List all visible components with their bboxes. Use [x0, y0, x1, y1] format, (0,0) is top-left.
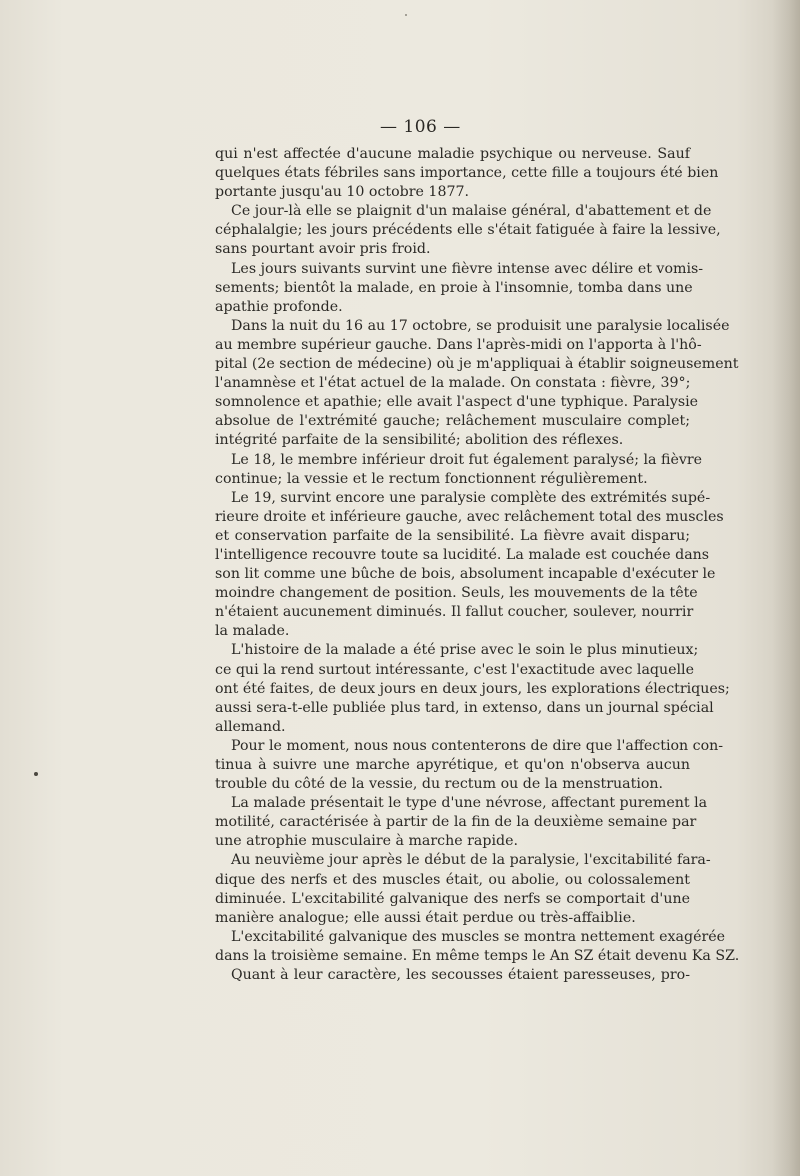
- text-line: son lit comme une bûche de bois, absolument incapable d'exécuter le: [215, 566, 716, 583]
- text-line: portante jusqu'au 10 octobre 1877.: [215, 184, 470, 201]
- text-line: trouble du côté de la vessie, du rectum ou de la menstruation.: [215, 776, 664, 793]
- text-line: Ce jour-là elle se plaignit d'un malaise général, d'abattement et de: [231, 203, 712, 220]
- text-line: l'intelligence recouvre toute sa lucidité. La malade est couchée dans: [215, 546, 710, 563]
- text-line: Au neuvième jour après le début de la paralysie, l'excitabilité fara-: [231, 852, 711, 869]
- text-line: sans pourtant avoir pris froid.: [215, 241, 431, 258]
- page-edge-shadow: [772, 0, 800, 1176]
- text-line: et conservation parfaite de la sensibilité. La fièvre avait disparu;: [215, 527, 690, 544]
- text-line: tinua à suivre une marche apyrétique, et qu'on n'observa aucun: [215, 757, 690, 773]
- text-line: moindre changement de position. Seuls, les mouvements de la tête: [215, 585, 698, 602]
- text-line: Quant à leur caractère, les secousses étaient paresseuses, pro-: [231, 967, 690, 984]
- body-text: [215, 145, 740, 985]
- page-number: — 106 —: [380, 117, 461, 137]
- text-line: aussi sera-t-elle publiée plus tard, in extenso, dans un journal spécial: [215, 699, 714, 716]
- text-line: absolue de l'extrémité gauche; relâchement musculaire complet;: [215, 413, 690, 430]
- text-line: n'étaient aucunement diminués. Il fallut coucher, soulever, nourrir: [215, 604, 694, 621]
- text-line: qui n'est affectée d'aucune maladie psychique ou nerveuse. Sauf: [215, 146, 690, 162]
- text-line: sements; bientôt la malade, en proie à l'insomnie, tomba dans une: [215, 279, 693, 296]
- text-line: Les jours suivants survint une fièvre intense avec délire et vomis-: [231, 260, 704, 277]
- text-line: la malade.: [215, 623, 290, 640]
- text-line: pital (2e section de médecine) où je m'appliquai à établir soigneusement: [215, 356, 739, 373]
- text-line: dique des nerfs et des muscles était, ou abolie, ou colossalement: [215, 871, 690, 888]
- text-line: L'histoire de la malade a été prise avec le soin le plus minutieux;: [231, 642, 699, 659]
- text-line: L'excitabilité galvanique des muscles se montra nettement exagérée: [231, 928, 726, 945]
- text-line: ont été faites, de deux jours en deux jours, les explorations électriques;: [215, 680, 730, 697]
- text-line: somnolence et apathie; elle avait l'aspect d'une typhique. Paralysie: [215, 394, 699, 411]
- ink-speck: [405, 14, 407, 16]
- text-line: une atrophie musculaire à marche rapide.: [215, 833, 519, 850]
- text-line: Pour le moment, nous nous contenterons de dire que l'affection con-: [231, 737, 724, 754]
- text-line: au membre supérieur gauche. Dans l'après-midi on l'apporta à l'hô-: [215, 336, 702, 353]
- text-line: quelques états fébriles sans importance, cette fille a toujours été bien: [215, 165, 719, 182]
- text-line: ce qui la rend surtout intéressante, c'est l'exactitude avec laquelle: [215, 661, 694, 678]
- text-line: l'anamnèse et l'état actuel de la malade. On constata : fièvre, 39°;: [215, 375, 691, 392]
- text-line: Le 19, survint encore une paralysie complète des extrémités supé-: [231, 489, 711, 506]
- text-line: motilité, caractérisée à partir de la fin de la deuxième semaine par: [215, 814, 697, 831]
- text-line: allemand.: [215, 718, 286, 735]
- text-line: La malade présentait le type d'une névrose, affectant purement la: [231, 795, 708, 812]
- text-line: apathie profonde.: [215, 298, 343, 315]
- text-line: manière analogue; elle aussi était perdue ou très-affaiblie.: [215, 909, 636, 926]
- ink-speck: [34, 772, 38, 776]
- text-line: diminuée. L'excitabilité galvanique des nerfs se comportait d'une: [215, 890, 690, 907]
- text-line: Dans la nuit du 16 au 17 octobre, se produisit une paralysie localisée: [231, 317, 730, 334]
- text-line: continue; la vessie et le rectum fonctionnent régulièrement.: [215, 470, 648, 487]
- text-line: dans la troisième semaine. En même temps le An SZ était devenu Ka SZ.: [215, 947, 740, 964]
- text-line: céphalalgie; les jours précédents elle s'était fatiguée à faire la lessive,: [215, 222, 721, 239]
- text-line: Le 18, le membre inférieur droit fut également paralysé; la fièvre: [231, 451, 703, 468]
- text-line: rieure droite et inférieure gauche, avec relâchement total des muscles: [215, 508, 724, 525]
- text-line: intégrité parfaite de la sensibilité; abolition des réflexes.: [215, 432, 624, 449]
